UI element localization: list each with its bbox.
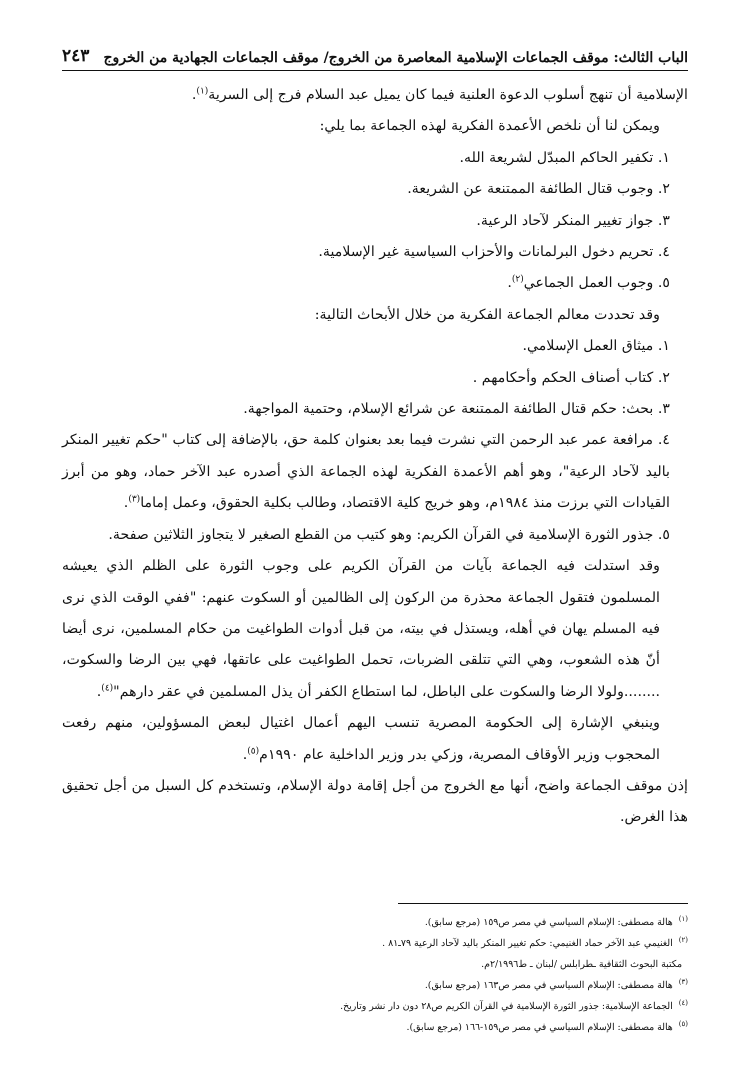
pillars-list bbox=[62, 143, 688, 300]
footnote-ref: (٣) bbox=[128, 494, 141, 505]
paragraph: الإسلامية أن تنهج أسلوب الدعوة العلنية فيما كان يميل عبد السلام فرج إلى السرية$^{(١)}$. bbox=[191, 86, 688, 103]
list-item: ٤. تحريم دخول البرلمانات والأحزاب السياسية غير الإسلامية. bbox=[318, 244, 670, 261]
footnote: $^{(٣)}$هالة مصطفى: الإسلام السياسي في مصر ص١٦٣ (مرجع سابق). bbox=[424, 977, 688, 991]
footnote-ref: (٥) bbox=[247, 745, 260, 756]
list-item: ٤. مرافعة عمر عبد الرحمن التي نشرت فيما بعد بعنوان كلمة حق، بالإضافة إلى كتاب "حكم تغيير المنكر باليد لآحاد الرعية"، وهو أهم الأعمدة الفكرية لهذه الجماعة الذي أصدره عبد الآخر حماد، وهو من أبرز القيادات التي برزت منذ ١٩٨٤م، وهو خريج كلية الاقتصاد، وطالب بكلية الحقوق، وعمل إماما$^{(٣)}$. bbox=[62, 432, 670, 512]
list-item: ٣. بحث: حكم قتال الطائفة الممتنعة عن شرائع الإسلام، وحتمية المواجهة. bbox=[243, 401, 670, 418]
paragraph: ويمكن لنا أن نلخص الأعمدة الفكرية لهذه الجماعة بما يلي: bbox=[319, 118, 660, 135]
footnote: $^{(٢)}$الغنيمي عبد الآخر حماد الغنيمي: حكم تغيير المنكر باليد لآحاد الرعية ٧٩ـ٨١ . bbox=[382, 935, 688, 949]
footnote-separator bbox=[398, 903, 688, 904]
footnote-ref: (٤) bbox=[101, 682, 114, 693]
list-item: ٢. وجوب قتال الطائفة الممتنعة عن الشريعة. bbox=[407, 181, 670, 198]
paragraph: إذن موقف الجماعة واضح، أنها مع الخروج من أجل إقامة دولة الإسلام، وتستخدم كل السبل من أجل تحقيق هذا الغرض. bbox=[62, 777, 688, 826]
list-item: ٣. جواز تغيير المنكر لآحاد الرعية. bbox=[476, 212, 670, 229]
paragraph: وينبغي الإشارة إلى الحكومة المصرية تنسب اليهم أعمال اغتيال لبعض المسؤولين، منهم رفعت المحجوب وزير الأوقاف المصرية، وزكي بدر وزير الداخلية عام ١٩٩٠م$^{(٥)}$. bbox=[62, 715, 660, 763]
footnotes bbox=[62, 912, 688, 1038]
page-number: ٢٤٣ bbox=[62, 46, 90, 66]
footnote-ref: (١) bbox=[196, 86, 209, 97]
footnote-ref: (٢) bbox=[511, 274, 524, 285]
footnote: $^{(٥)}$هالة مصطفى: الإسلام السياسي في مصر ص١٥٩-١٦٦ (مرجع سابق). bbox=[406, 1019, 688, 1033]
chapter-title: الباب الثالث: موقف الجماعات الإسلامية المعاصرة من الخروج/ موقف الجماعات الجهادية من الخروج bbox=[103, 50, 688, 66]
list-item: ٥. جذور الثورة الإسلامية في القرآن الكريم: وهو كتيب من القطع الصغير لا يتجاوز الثلاثين صفحة. bbox=[108, 526, 670, 543]
footnote: $^{(١)}$هالة مصطفى: الإسلام السياسي في مصر ص١٥٩ (مرجع سابق). bbox=[424, 914, 688, 928]
list-item: ١. ميثاق العمل الإسلامي. bbox=[522, 338, 670, 355]
running-header bbox=[62, 36, 688, 66]
paragraph: وقد استدلت فيه الجماعة بآيات من القرآن الكريم على وجوب الثورة على الظلم الذي يعيشه المسلمون فتقول الجماعة محذرة من الركون إلى الظالمين أو السكوت عنهم: "ففي الوقت الذي نرى فيه المسلم يهان في أهله، ويستذل في بيته، من قبل أدوات الطواغيت من حكام المسلمين، نرى أيضا أنّ هذه الشعوب، وهي التي تتلقى الضربات، تحمل الطواغيت على عاتقها، فهي بين الرضا والسكوت، ........ولولا الرضا والسكوت على الباطل، لما استطاع الكفر أن يذل المسلمين في عقر دارهم"$^{(٤)}$. bbox=[62, 558, 660, 700]
body-text bbox=[62, 80, 688, 834]
footnote: $^{(٤)}$الجماعة الإسلامية: جذور الثورة الإسلامية في القرآن الكريم ص٢٨ دون دار نشر وتاريخ. bbox=[340, 998, 688, 1012]
footnote: مكتبة البحوث الثقافية ـطرابلس /لبنان ـ ط٢/١٩٩٦م. bbox=[481, 959, 682, 970]
list-item: ١. تكفير الحاكم المبدّل لشريعة الله. bbox=[459, 149, 670, 166]
list-item: ٥. وجوب العمل الجماعي$^{(٢)}$. bbox=[507, 274, 670, 292]
paragraph: وقد تحددت معالم الجماعة الفكرية من خلال الأبحاث التالية: bbox=[314, 306, 660, 323]
research-list bbox=[62, 331, 688, 551]
header-rule bbox=[62, 70, 688, 71]
list-item: ٢. كتاب أصناف الحكم وأحكامهم . bbox=[472, 369, 670, 386]
